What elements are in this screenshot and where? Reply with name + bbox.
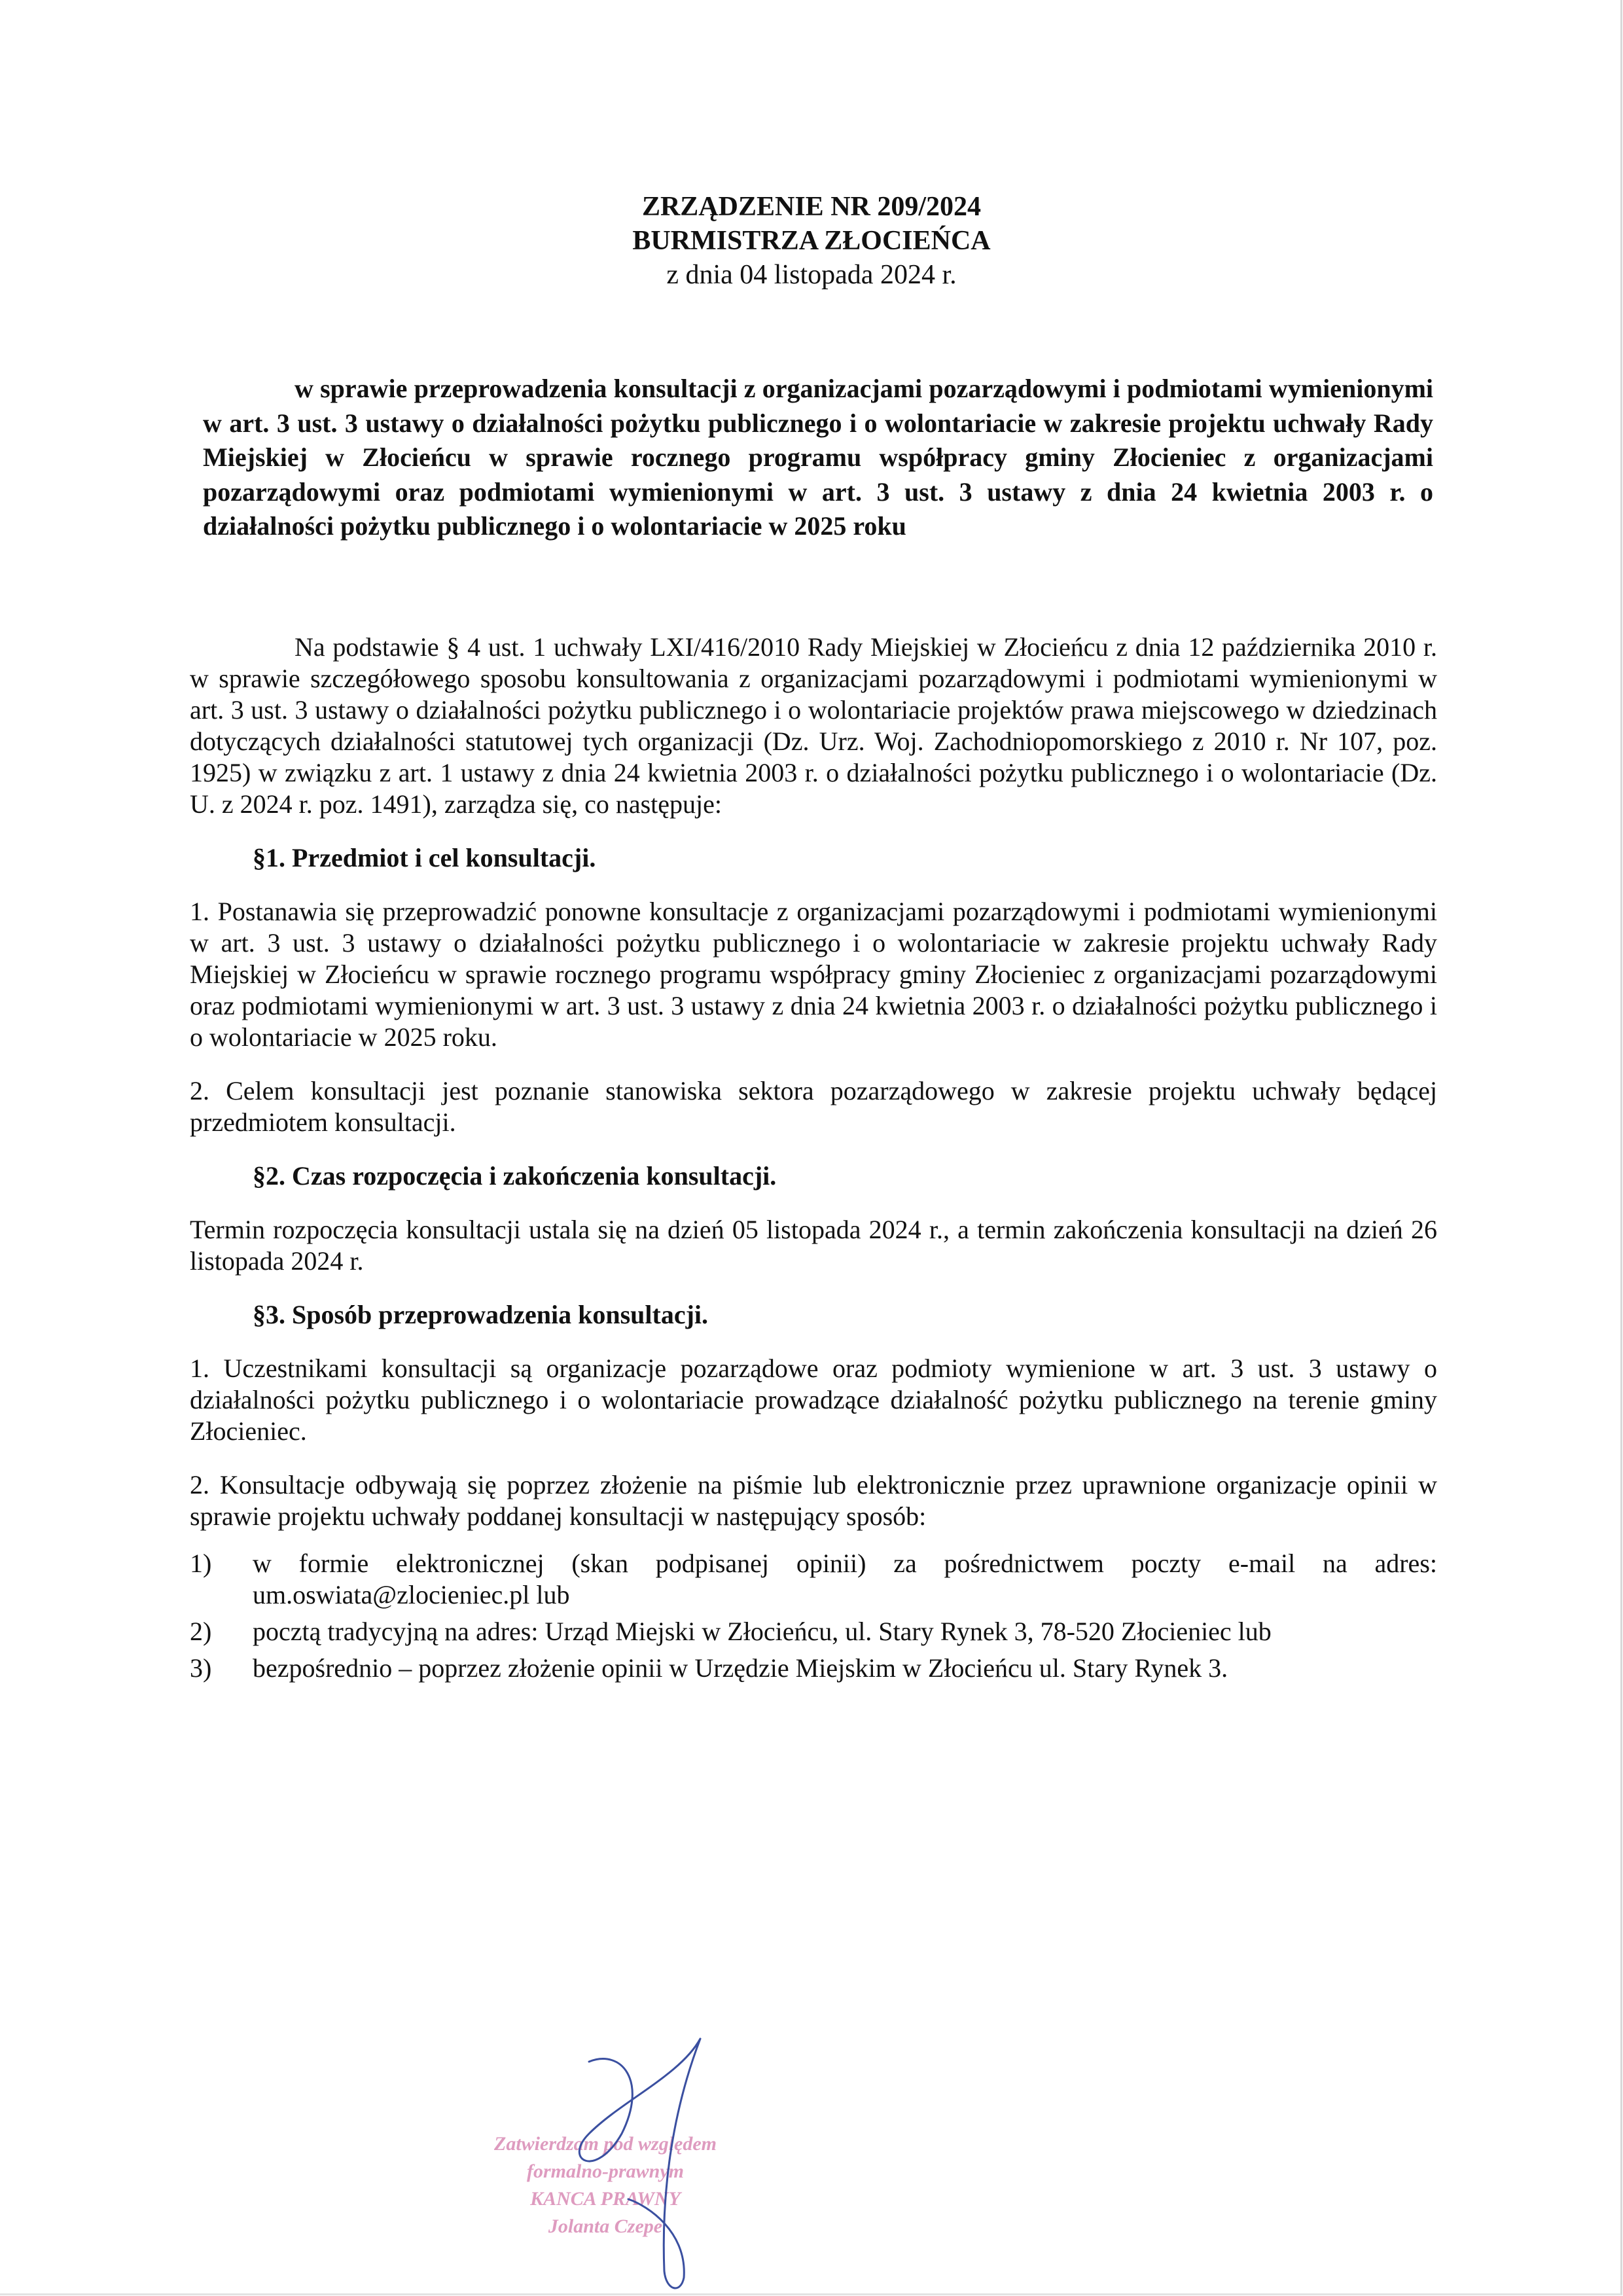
document-body bbox=[190, 632, 1437, 1689]
issuer: BURMISTRZA ZŁOCIEŃCA bbox=[632, 226, 991, 256]
list-item-number: 1) bbox=[190, 1549, 212, 1578]
subject-text: w sprawie przeprowadzenia konsultacji z organizacjami pozarządowymi i podmiotami wymienionymi w art. 3 ust. 3 ustawy o działalności pożytku publicznego i o wolontariacie w zakresie projektu uchwały Rady Miejskiej w Złocieńcu w sprawie rocznego programu współpracy gminy Złocieniec z organizacjami pozarządowymi oraz podmiotami wymienionymi w art. 3 ust. 3 ustawy z dnia 24 kwietnia 2003 r. o działalności pożytku publicznego i o wolontariacie w 2025 roku bbox=[203, 374, 1433, 541]
section-1-paragraph-2: 2. Celem konsultacji jest poznanie stanowiska sektora pozarządowego w zakresie projektu uchwały będącej przedmiotem konsultacji. bbox=[190, 1076, 1437, 1137]
list-item-number: 3) bbox=[190, 1653, 212, 1683]
issue-date: z dnia 04 listopada 2024 r. bbox=[666, 260, 957, 290]
section-3-paragraph-1: 1. Uczestnikami konsultacji są organizacje pozarządowe oraz podmioty wymienione w art. 3 ust. 3 ustawy o działalności pożytku publicznego i o wolontariacie prowadzące działalność pożytku publicznego na terenie gminy Złocieniec. bbox=[190, 1354, 1437, 1446]
section-2-paragraph-1: Termin rozpoczęcia konsultacji ustala się na dzień 05 listopada 2024 r., a termin zakończenia konsultacji na dzień 26 listopada 2024 r. bbox=[190, 1215, 1437, 1276]
list-item bbox=[190, 1548, 1437, 1611]
stamp-line-1: Zatwierdzam pod względem bbox=[494, 2133, 717, 2155]
stamp-line-2: formalno-prawnym bbox=[526, 2161, 685, 2182]
section-3-heading: §3. Sposób przeprowadzenia konsultacji. bbox=[253, 1300, 709, 1329]
list-item-text: w formie elektronicznej (skan podpisanej opinii) za pośrednictwem poczty e-mail na adres: um.oswiata@zlocieniec.pl lub bbox=[253, 1549, 1437, 1609]
list-item bbox=[190, 1616, 1437, 1647]
ordinance-number: ZRZĄDZENIE NR 209/2024 bbox=[641, 192, 982, 222]
section-1-heading: §1. Przedmiot i cel konsultacji. bbox=[253, 843, 596, 872]
list-item-text: pocztą tradycyjną na adres: Urząd Miejski w Złocieńcu, ul. Stary Rynek 3, 78-520 Złocieniec lub bbox=[253, 1617, 1272, 1646]
list-item bbox=[190, 1653, 1437, 1684]
handwritten-signature bbox=[550, 2036, 746, 2296]
stamp-line-4: Jolanta Czepe bbox=[548, 2215, 663, 2237]
list-item-text: bezpośrednio – poprzez złożenie opinii w Urzędzie Miejskim w Złocieńcu ul. Stary Rynek 3. bbox=[253, 1653, 1228, 1683]
ordinance-subject bbox=[203, 372, 1433, 544]
submission-methods-list bbox=[190, 1548, 1437, 1684]
section-3-paragraph-2: 2. Konsultacje odbywają się poprzez złożenie na piśmie lub elektronicznie przez uprawnione organizacje opinii w sprawie projektu uchwały poddanej konsultacji w następujący sposób: bbox=[190, 1470, 1437, 1531]
document-header bbox=[0, 190, 1623, 292]
list-item-number: 2) bbox=[190, 1617, 212, 1646]
stamp-line-3: KANCA PRAWNY bbox=[530, 2188, 681, 2210]
section-1-paragraph-1: 1. Postanawia się przeprowadzić ponowne konsultacje z organizacjami pozarządowymi i podmiotami wymienionymi w art. 3 ust. 3 ustawy o działalności pożytku publicznego i o wolontariacie w zakresie projektu uchwały Rady Miejskiej w Złocieńcu w sprawie rocznego programu współpracy gminy Złocieniec z organizacjami pozarządowymi oraz podmiotami wymienionymi w art. 3 ust. 3 ustawy z dnia 24 kwietnia 2003 r. o działalności pożytku publicznego i o wolontariacie w 2025 roku. bbox=[190, 897, 1437, 1052]
legal-basis: Na podstawie § 4 ust. 1 uchwały LXI/416/2010 Rady Miejskiej w Złocieńcu z dnia 12 października 2010 r. w sprawie szczegółowego sposobu konsultowania z organizacjami pozarządowymi i podmiotami wymienionymi w art. 3 ust. 3 ustawy o działalności pożytku publicznego i o wolontariacie projektów prawa miejscowego w dziedzinach dotyczących działalności statutowej tych organizacji (Dz. Urz. Woj. Zachodniopomorskiego z 2010 r. Nr 107, poz. 1925) w związku z art. 1 ustawy z dnia 24 kwietnia 2003 r. o działalności pożytku publicznego i o wolontariacie (Dz. U. z 2024 r. poz. 1491), zarządza się, co następuje: bbox=[190, 632, 1437, 819]
section-2-heading: §2. Czas rozpoczęcia i zakończenia konsultacji. bbox=[253, 1161, 777, 1191]
